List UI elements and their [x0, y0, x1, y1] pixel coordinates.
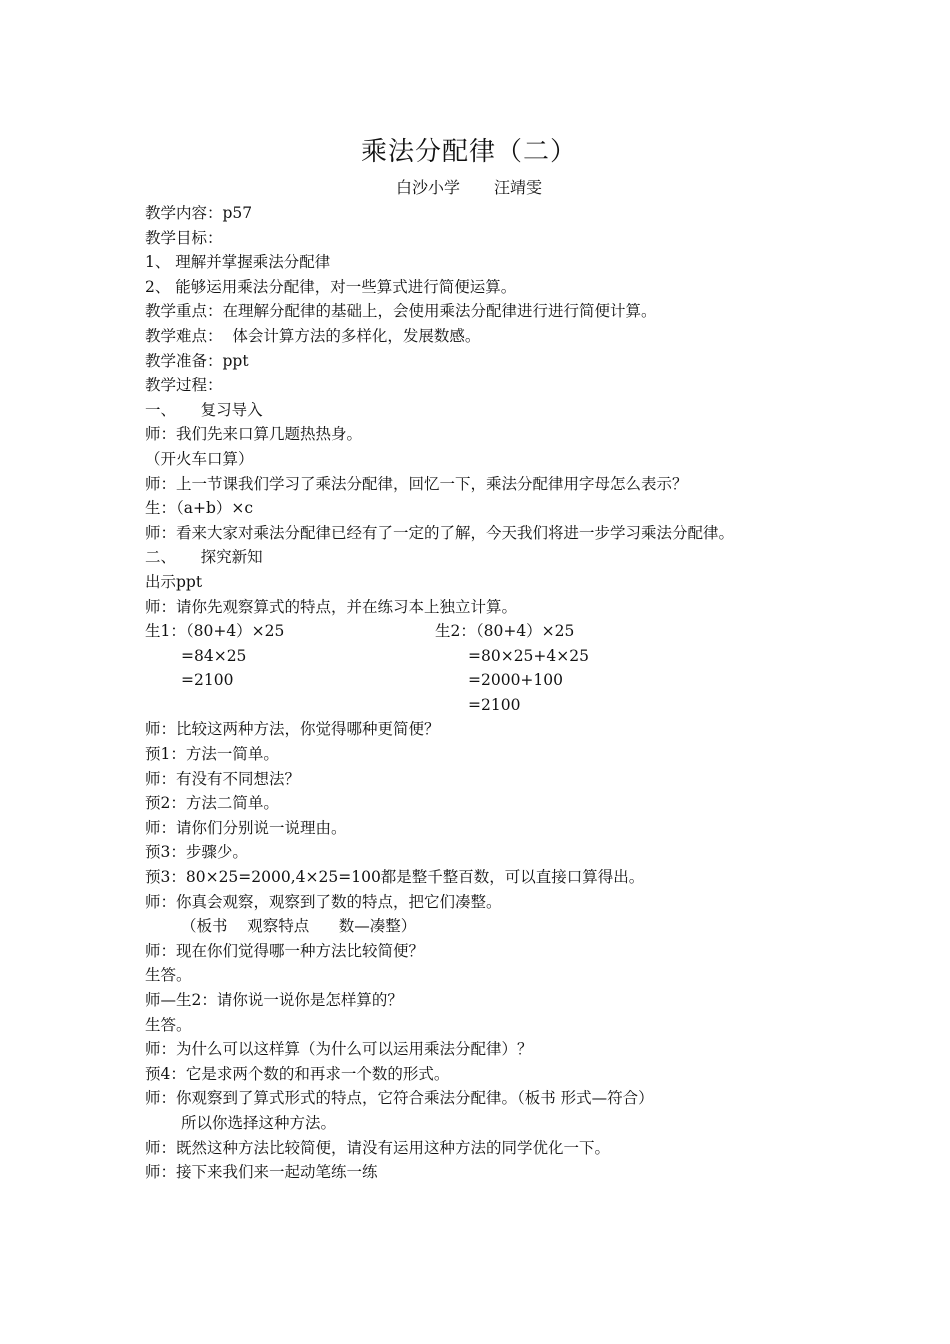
text-line: 师：你观察到了算式形式的特点，它符合乘法分配律。（板书 形式—符合） — [145, 1089, 654, 1108]
document-title: 乘法分配律（二） — [360, 137, 577, 167]
section-heading: 一、 复习导入 — [145, 400, 263, 419]
text-line: 预4：它是求两个数的和再求一个数的形式。 — [145, 1064, 450, 1083]
text-line: 1、 理解并掌握乘法分配律 — [145, 253, 331, 272]
section-heading: 二、 探究新知 — [145, 548, 263, 567]
text-line: 预3：80×25=2000,4×25=100都是整千整百数，可以直接口算得出。 — [145, 868, 645, 887]
calc-step: =2000+100 — [468, 671, 564, 690]
text-line: 预3：步骤少。 — [145, 843, 248, 862]
author-name: 汪靖雯 — [494, 178, 543, 197]
text-line: 生：（a+b）×c — [145, 499, 254, 518]
text-line: 所以你选择这种方法。 — [181, 1113, 337, 1132]
text-line: 生答。 — [145, 966, 192, 985]
school-name: 白沙小学 — [395, 178, 460, 197]
student1-calculation — [145, 619, 284, 693]
calc-step: =2100 — [181, 671, 234, 690]
text-line: 师：我们先来口算几题热热身。 — [145, 425, 363, 444]
text-line: 教学难点： 体会计算方法的多样化，发展数感。 — [145, 326, 481, 345]
text-line: 出示ppt — [145, 572, 203, 591]
text-line: 2、 能够运用乘法分配律，对一些算式进行简便运算。 — [145, 277, 517, 296]
text-line: 师：既然这种方法比较简便，请没有运用这种方法的同学优化一下。 — [145, 1138, 611, 1157]
calculation-comparison — [145, 619, 825, 717]
text-paragraph: 师：看来大家对乘法分配律已经有了一定的了解，今天我们将进一步学习乘法分配律。 — [145, 523, 735, 542]
text-line: 教学准备：ppt — [145, 351, 249, 370]
text-line: 师：上一节课我们学习了乘法分配律，回忆一下，乘法分配律用字母怎么表示？ — [145, 474, 688, 493]
text-line: 预2：方法二简单。 — [145, 794, 279, 813]
calc-step: =84×25 — [181, 646, 247, 665]
calc-step: =2100 — [468, 695, 521, 714]
text-line: 教学过程： — [145, 376, 223, 395]
text-line: （开火车口算） — [145, 449, 254, 468]
student2-calculation — [435, 619, 589, 717]
text-line: 教学目标： — [145, 228, 223, 247]
text-line: 预1：方法一简单。 — [145, 745, 279, 764]
calc-step: 生1：（80+4）×25 — [145, 622, 285, 641]
text-line: 教学重点：在理解分配律的基础上，会使用乘法分配律进行进行简便计算。 — [145, 302, 657, 321]
calc-step: 生2：（80+4）×25 — [435, 622, 575, 641]
text-line: 师—生2：请你说一说你是怎样算的？ — [145, 991, 403, 1010]
text-line: 师：比较这两种方法，你觉得哪种更简便？ — [145, 720, 440, 739]
text-line: 师：请你们分别说一说理由。 — [145, 818, 347, 837]
lesson-plan-body — [145, 201, 825, 1185]
text-line: 师：为什么可以这样算（为什么可以运用乘法分配律）？ — [145, 1040, 533, 1059]
text-line: 生答。 — [145, 1015, 192, 1034]
text-line: 师：有没有不同想法？ — [145, 769, 301, 788]
text-line: 教学内容：p57 — [145, 204, 253, 222]
text-line: 师：你真会观察，观察到了数的特点，把它们凑整。 — [145, 892, 502, 911]
board-note: （板书 观察特点 数—凑整） — [181, 917, 417, 936]
text-line: 师：接下来我们来一起动笔练一练 — [145, 1163, 378, 1182]
calc-step: =80×25+4×25 — [468, 646, 589, 665]
text-line: 师：请你先观察算式的特点，并在练习本上独立计算。 — [145, 597, 518, 616]
byline — [0, 177, 938, 199]
text-line: 师：现在你们觉得哪一种方法比较简便？ — [145, 941, 425, 960]
